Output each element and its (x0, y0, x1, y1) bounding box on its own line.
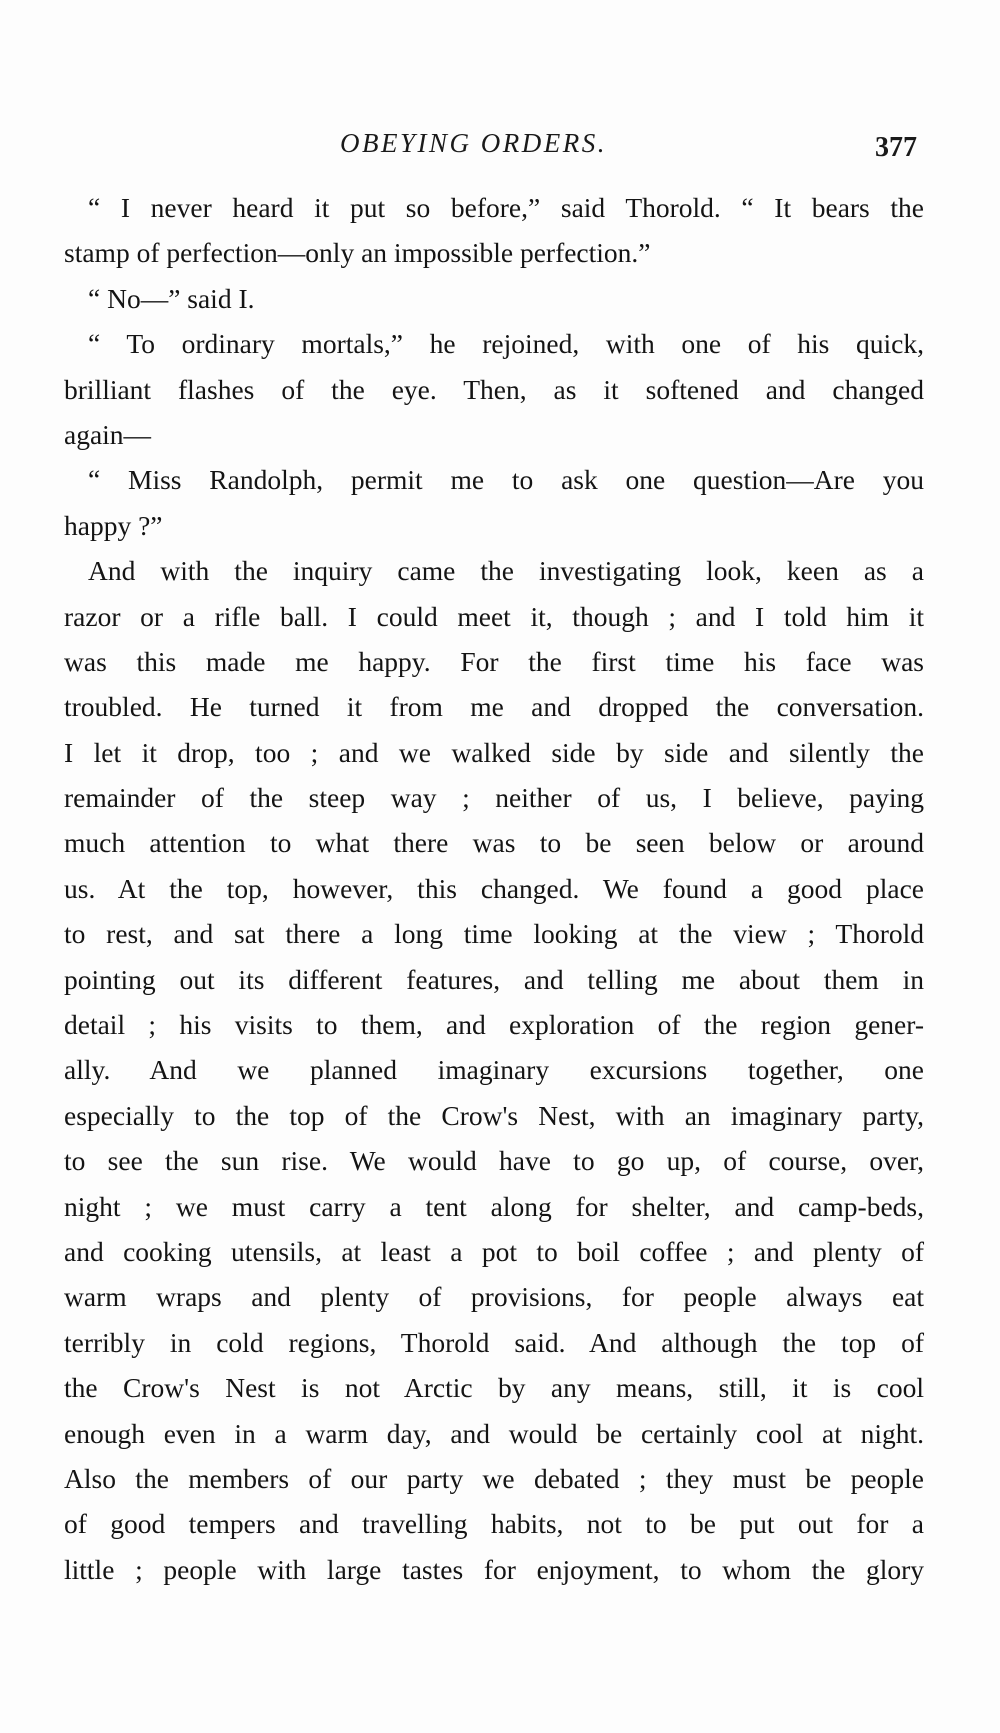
text-line: was this made me happy. For the first time his face was (64, 645, 924, 677)
text-line: pointing out its different features, and telling me about them in (64, 963, 924, 995)
text-line: detail ; his visits to them, and exploration of the region gener- (64, 1009, 924, 1041)
body-text (64, 185, 924, 1592)
text-line: night ; we must carry a tent along for shelter, and camp-beds, (64, 1190, 924, 1222)
text-line: little ; people with large tastes for enjoyment, to whom the glory (64, 1553, 924, 1585)
text-line: to see the sun rise. We would have to go up, of course, over, (64, 1145, 924, 1177)
text-line: “ Miss Randolph, permit me to ask one question—Are you (88, 464, 924, 496)
text-line: razor or a rifle ball. I could meet it, though ; and I told him it (64, 600, 924, 632)
text-line: especially to the top of the Crow's Nest, with an imaginary party, (64, 1099, 924, 1131)
text-line: and cooking utensils, at least a pot to boil coffee ; and plenty of (64, 1235, 924, 1267)
text-line: terribly in cold regions, Thorold said. And although the top of (64, 1326, 924, 1358)
text-line: troubled. He turned it from me and dropped the conversation. (64, 691, 924, 723)
text-line: enough even in a warm day, and would be certainly cool at night. (64, 1417, 924, 1449)
text-line: remainder of the steep way ; neither of us, I believe, paying (64, 782, 924, 814)
text-line: much attention to what there was to be seen below or around (64, 827, 924, 859)
running-head (0, 128, 1000, 168)
text-line: the Crow's Nest is not Arctic by any means, still, it is cool (64, 1372, 924, 1404)
text-line: happy ?” (64, 509, 163, 541)
text-line: warm wraps and plenty of provisions, for people always eat (64, 1281, 924, 1313)
text-line: “ I never heard it put so before,” said Thorold. “ It bears the (88, 192, 924, 223)
text-line: stamp of perfection—only an impossible perfection.” (64, 237, 651, 269)
text-line: brilliant flashes of the eye. Then, as it softened and changed (64, 373, 924, 405)
running-title: OBEYING ORDERS. (340, 128, 607, 158)
text-line: And with the inquiry came the investigating look, keen as a (88, 555, 924, 587)
text-line: Also the members of our party we debated ; they must be people (64, 1462, 924, 1494)
text-line: again— (64, 418, 152, 450)
text-line: us. At the top, however, this changed. We found a good place (64, 872, 924, 904)
text-line: to rest, and sat there a long time looking at the view ; Thorold (64, 918, 924, 950)
text-line: “ No—” said I. (88, 282, 255, 314)
text-line: ally. And we planned imaginary excursions together, one (64, 1054, 924, 1086)
text-line: I let it drop, too ; and we walked side by side and silently the (64, 736, 924, 768)
text-line: “ To ordinary mortals,” he rejoined, with one of his quick, (88, 328, 924, 360)
page-number: 377 (875, 132, 917, 163)
text-line: of good tempers and travelling habits, not to be put out for a (64, 1508, 924, 1540)
